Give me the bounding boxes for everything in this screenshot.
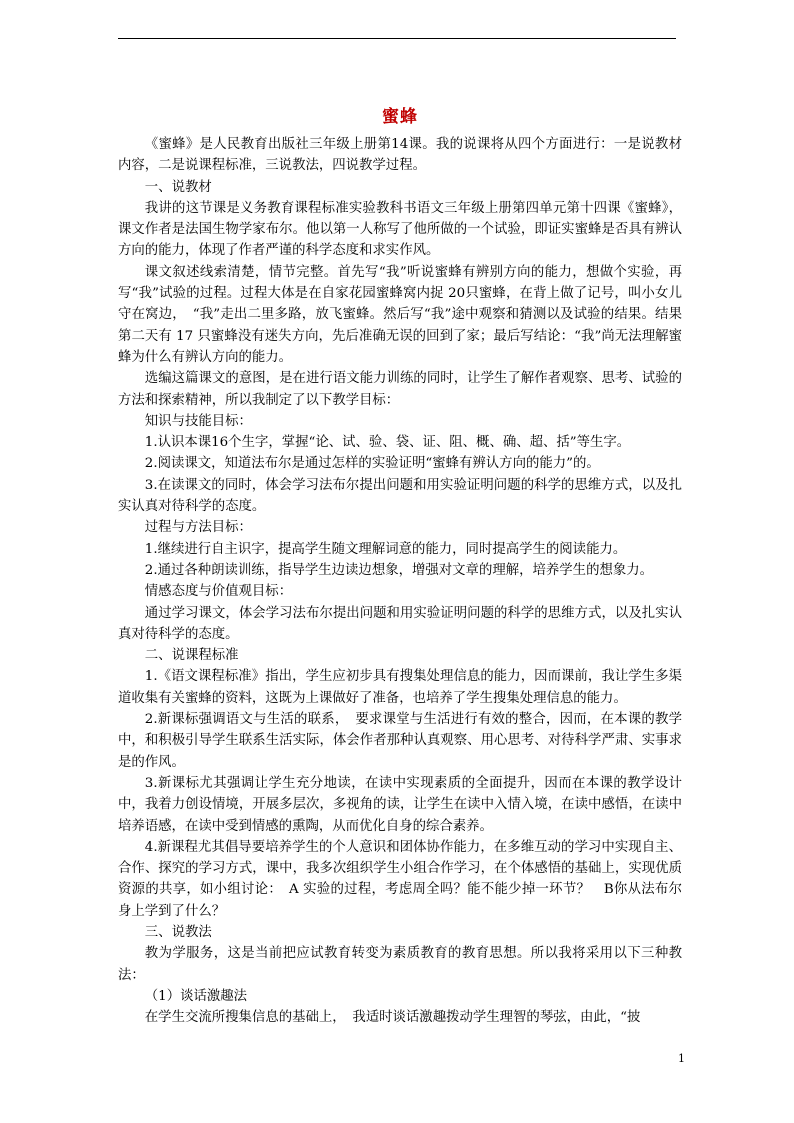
section-heading: 一、说教材 — [144, 179, 212, 195]
subheading: 过程与方法目标： — [144, 520, 252, 536]
paragraph: 在学生交流所搜集信息的基础上， 我适时谈话激趣拨动学生理智的琴弦，由此，“披 — [144, 1010, 641, 1026]
list-item: 1.继续进行自主识字，提高学生随文理解词意的能力，同时提高学生的阅读能力。 — [144, 541, 627, 557]
subheading: （1）谈话激趣法 — [144, 988, 248, 1004]
paragraph: 我讲的这节课是义务教育课程标准实验教科书语文三年级上册第四单元第十四课《蜜蜂》，课文作者是法国生物学家布尔。他以第一人称写了他所做的一个试验，即证实蜜蜂是否具有辨认方向的能力，体现了作者严谨的科学态度和求实作风。 — [118, 200, 682, 259]
list-item: 2.新课标强调语文与生活的联系， 要求课堂与生活进行有效的整合，因而，在本课的教学中，和积极引导学生联系生活实际，体会作者那种认真观察、用心思考、对待科学严肃、实事求是的作风。 — [118, 712, 682, 770]
paragraph: 《蜜蜂》是人民教育出版社三年级上册第14课。我的说课将从四个方面进行：一是说教材内容，二是说课程标准，三说教法，四说教学过程。 — [118, 137, 682, 174]
document-body — [118, 104, 682, 1028]
paragraph: 课文叙述线索清楚，情节完整。首先写“我”听说蜜蜂有辨别方向的能力，想做个实验，再写“我”试验的过程。过程大体是在自家花园蜜蜂窝内捉 20只蜜蜂，在背上做了记号，叫小女儿守在窝边， “我”走出二里多路，放飞蜜蜂。然后写“我”途中观察和猜测以及试验的结果。结果第二天有 17 只蜜蜂没有迷失方向，先后准确无误的回到了家；最后写结论：“我”尚无法理解蜜蜂为什么有辨认方向的能力。 — [118, 264, 682, 365]
subheading: 知识与技能目标： — [144, 413, 252, 429]
subheading: 情感态度与价值观目标： — [144, 584, 293, 600]
paragraph: 选编这篇课文的意图，是在进行语文能力训练的同时，让学生了解作者观察、思考、试验的方法和探索精神，所以我制定了以下教学目标： — [118, 371, 682, 408]
list-item: 1.《语文课程标准》指出，学生应初步具有搜集处理信息的能力，因而课前，我让学生多渠道收集有关蜜蜂的资料，这既为上课做好了准备，也培养了学生搜集处理信息的能力。 — [118, 669, 682, 706]
section-heading: 三、说教法 — [144, 924, 212, 940]
paragraph: 通过学习课文，体会学习法布尔提出问题和用实验证明问题的科学的思维方式，以及扎实认真对待科学的态度。 — [118, 605, 682, 642]
list-item: 1.认识本课16个生字，掌握“论、试、验、袋、证、阻、概、确、超、括”等生字。 — [144, 435, 631, 451]
list-item: 2.通过各种朗读训练，指导学生边读边想象，增强对文章的理解，培养学生的想象力。 — [144, 562, 654, 578]
list-item: 3.在读课文的同时，体会学习法布尔提出问题和用实验证明问题的科学的思维方式，以及扎实认真对待科学的态度。 — [118, 477, 682, 515]
header-rule — [118, 38, 676, 39]
document-title: 蜜蜂 — [382, 107, 418, 127]
page-number: 1 — [678, 1052, 685, 1065]
paragraph: 教为学服务，这是当前把应试教育转变为素质教育的教育思想。所以我将采用以下三种教法： — [118, 946, 682, 983]
section-heading: 二、说课程标准 — [144, 648, 239, 664]
list-item: 4.新课程尤其倡导要培养学生的个人意识和团体协作能力，在多维互动的学习中实现自主、合作、探究的学习方式，课中，我多次组织学生小组合作学习，在个体感悟的基础上，实现优质资源的共享，如小组讨论： A 实验的过程，考虑周全吗？能不能少掉一环节？ B你从法布尔身上学到了什么？ — [118, 839, 682, 919]
list-item: 2.阅读课文，知道法布尔是通过怎样的实验证明“蜜蜂有辨认方向的能力”的。 — [144, 456, 600, 472]
list-item: 3.新课标尤其强调让学生充分地读，在读中实现素质的全面提升，因而在本课的教学设计中，我着力创设情境，开展多层次，多视角的读，让学生在读中入情入境，在读中感悟，在读中培养语感，在读中受到情感的熏陶，从而优化自身的综合素养。 — [118, 775, 682, 834]
